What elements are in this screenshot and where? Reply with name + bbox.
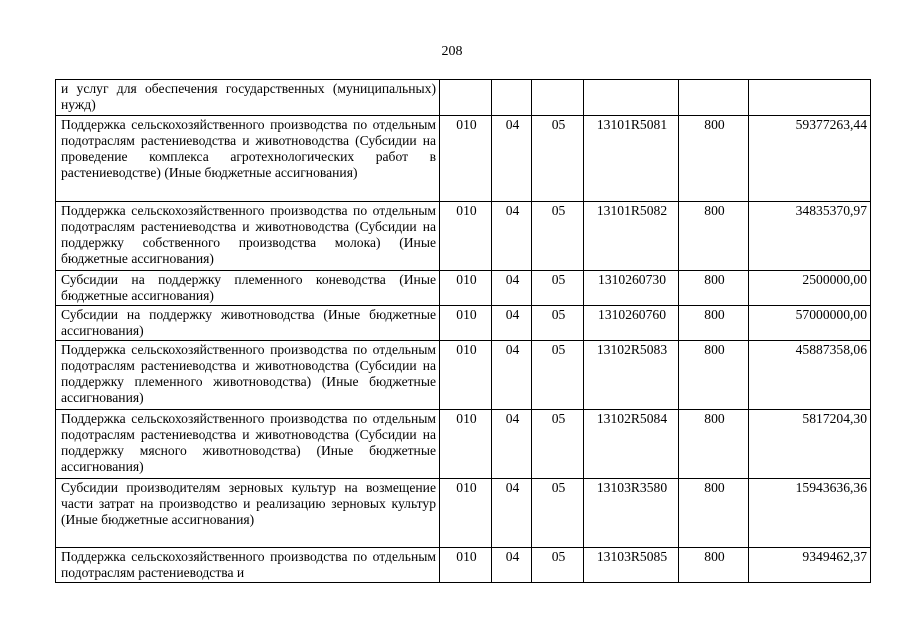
amount — [749, 80, 871, 116]
table-row — [56, 116, 871, 202]
row-name: Субсидии на поддержку животноводства (Иные бюджетные ассигнования) — [56, 306, 440, 341]
amount: 2500000,00 — [749, 271, 871, 306]
row-name: Поддержка сельскохозяйственного производства по отдельным подотраслям растениеводства и животноводства (Субсидии на поддержку собственного производства молока) (Иные бюджетные ассигнования) — [56, 202, 440, 271]
ministry-code: 010 — [440, 116, 492, 202]
expense-type-code: 800 — [679, 116, 749, 202]
amount: 45887358,06 — [749, 341, 871, 410]
row-name: Поддержка сельскохозяйственного производства по отдельным подотраслям растениеводства и — [56, 548, 440, 583]
subsection-code: 05 — [532, 202, 584, 271]
ministry-code: 010 — [440, 479, 492, 548]
amount: 34835370,97 — [749, 202, 871, 271]
subsection-code: 05 — [532, 116, 584, 202]
ministry-code: 010 — [440, 306, 492, 341]
row-name: и услуг для обеспечения государственных (муниципальных) нужд) — [56, 80, 440, 116]
subsection-code: 05 — [532, 479, 584, 548]
subsection-code: 05 — [532, 271, 584, 306]
ministry-code: 010 — [440, 271, 492, 306]
table-row — [56, 341, 871, 410]
target-article-code: 13102R5084 — [584, 410, 679, 479]
table-row — [56, 80, 871, 116]
expense-type-code: 800 — [679, 306, 749, 341]
expense-type-code: 800 — [679, 202, 749, 271]
subsection-code — [532, 80, 584, 116]
expense-type-code: 800 — [679, 271, 749, 306]
expense-type-code: 800 — [679, 479, 749, 548]
section-code: 04 — [492, 271, 532, 306]
expense-type-code: 800 — [679, 341, 749, 410]
amount: 9349462,37 — [749, 548, 871, 583]
target-article-code: 13102R5083 — [584, 341, 679, 410]
page-number: 208 — [441, 44, 463, 59]
subsection-code: 05 — [532, 410, 584, 479]
ministry-code — [440, 80, 492, 116]
ministry-code: 010 — [440, 341, 492, 410]
section-code — [492, 80, 532, 116]
expense-type-code: 800 — [679, 548, 749, 583]
amount: 15943636,36 — [749, 479, 871, 548]
target-article-code: 13101R5082 — [584, 202, 679, 271]
budget-table — [55, 79, 871, 583]
amount: 5817204,30 — [749, 410, 871, 479]
row-name: Субсидии на поддержку племенного коневодства (Иные бюджетные ассигнования) — [56, 271, 440, 306]
row-name: Поддержка сельскохозяйственного производства по отдельным подотраслям растениеводства и животноводства (Субсидии на поддержку племенного животноводства) (Иные бюджетные ассигнования) — [56, 341, 440, 410]
section-code: 04 — [492, 410, 532, 479]
target-article-code: 1310260730 — [584, 271, 679, 306]
target-article-code: 1310260760 — [584, 306, 679, 341]
section-code: 04 — [492, 479, 532, 548]
table-row — [56, 410, 871, 479]
section-code: 04 — [492, 548, 532, 583]
table-body — [56, 80, 871, 583]
expense-type-code: 800 — [679, 410, 749, 479]
row-name: Субсидии производителям зерновых культур на возмещение части затрат на производство и реализацию зерновых культур (Иные бюджетные ассигнования) — [56, 479, 440, 548]
row-name: Поддержка сельскохозяйственного производства по отдельным подотраслям растениеводства и животноводства (Субсидии на поддержку мясного животноводства) (Иные бюджетные ассигнования) — [56, 410, 440, 479]
subsection-code: 05 — [532, 306, 584, 341]
table-row — [56, 479, 871, 548]
table-row — [56, 271, 871, 306]
target-article-code: 13101R5081 — [584, 116, 679, 202]
expense-type-code — [679, 80, 749, 116]
amount: 57000000,00 — [749, 306, 871, 341]
target-article-code: 13103R3580 — [584, 479, 679, 548]
ministry-code: 010 — [440, 410, 492, 479]
ministry-code: 010 — [440, 202, 492, 271]
section-code: 04 — [492, 116, 532, 202]
section-code: 04 — [492, 341, 532, 410]
table-row — [56, 548, 871, 583]
section-code: 04 — [492, 202, 532, 271]
section-code: 04 — [492, 306, 532, 341]
amount: 59377263,44 — [749, 116, 871, 202]
table-row — [56, 202, 871, 271]
target-article-code: 13103R5085 — [584, 548, 679, 583]
row-name: Поддержка сельскохозяйственного производства по отдельным подотраслям растениеводства и животноводства (Субсидии на проведение комплекса агротехнологических работ в растениеводстве) (Иные бюджетные ассигнования) — [56, 116, 440, 202]
target-article-code — [584, 80, 679, 116]
ministry-code: 010 — [440, 548, 492, 583]
subsection-code: 05 — [532, 341, 584, 410]
table-row — [56, 306, 871, 341]
subsection-code: 05 — [532, 548, 584, 583]
